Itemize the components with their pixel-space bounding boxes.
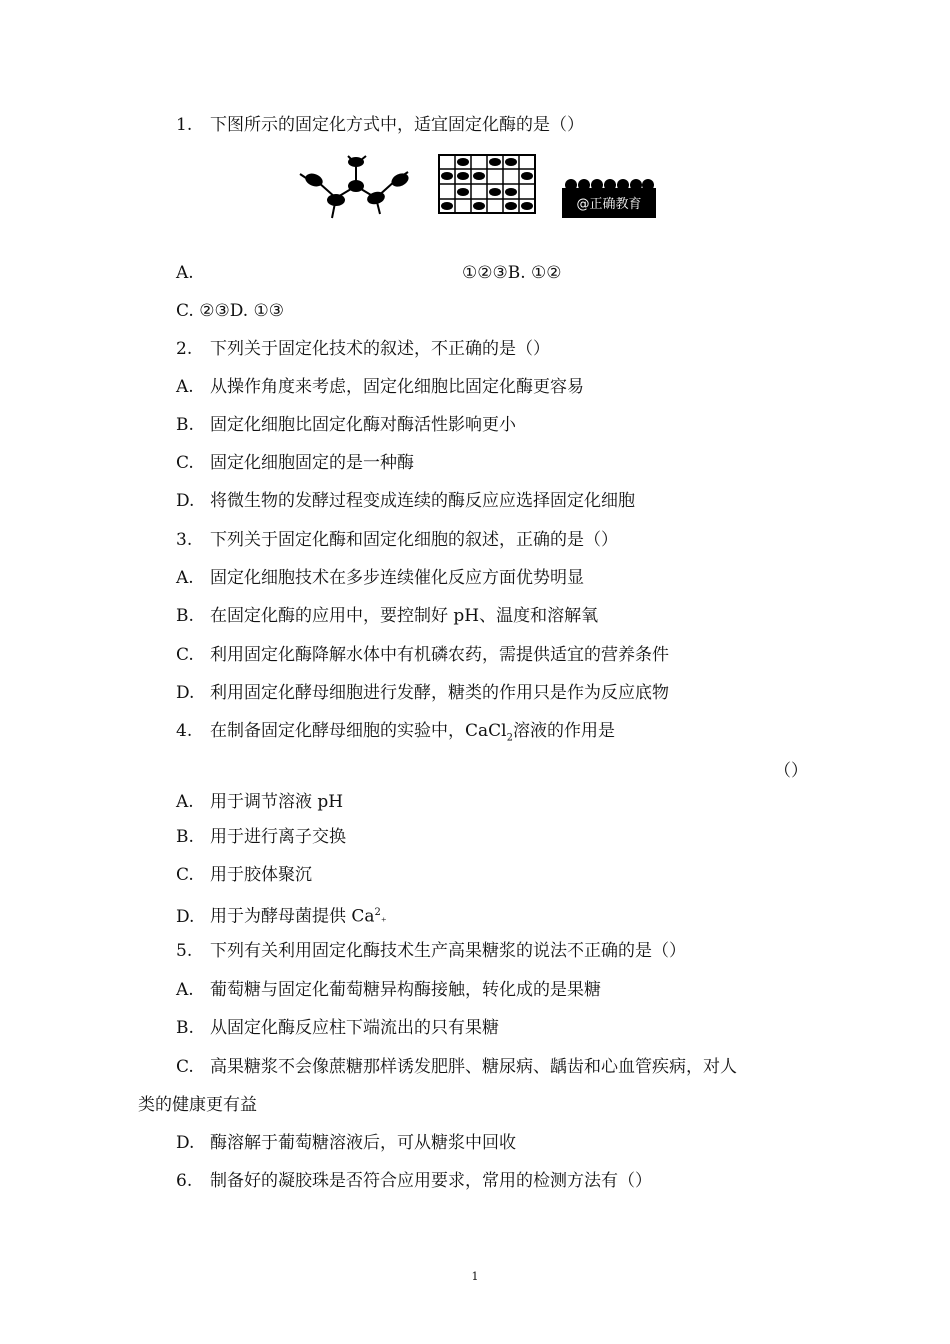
q5-option-c bbox=[176, 1056, 737, 1078]
option-suffix: ₊ bbox=[380, 911, 387, 925]
q1-option-a bbox=[176, 262, 194, 284]
q1-option-a-b-text: ①②③B. ①② bbox=[462, 263, 562, 283]
q3-number: 3. bbox=[176, 530, 193, 550]
figure-watermark: @正确教育 bbox=[576, 197, 642, 212]
option-text: 利用固定化酶降解水体中有机磷农药，需提供适宜的营养条件 bbox=[210, 645, 669, 665]
figure-adsorption-carrier bbox=[562, 172, 656, 218]
option-label: A. bbox=[176, 980, 194, 1000]
page-number: 1 bbox=[471, 1270, 479, 1283]
q6-stem-text: 制备好的凝胶珠是否符合应用要求，常用的检测方法有（） bbox=[210, 1171, 652, 1191]
q6-number: 6. bbox=[176, 1171, 193, 1191]
q1-number: 1. bbox=[176, 115, 193, 135]
option-label: B. bbox=[176, 827, 194, 847]
option-label: C. bbox=[176, 453, 194, 473]
q3-option-a bbox=[176, 567, 584, 589]
q3-stem bbox=[176, 529, 618, 551]
option-text: 用于为酵母菌提供 Ca bbox=[210, 906, 375, 927]
q2-number: 2. bbox=[176, 339, 193, 359]
q1-stem bbox=[176, 114, 584, 136]
option-superscript: 2 bbox=[374, 907, 381, 918]
option-label: D. bbox=[176, 491, 195, 511]
option-text: 葡萄糖与固定化葡萄糖异构酶接触，转化成的是果糖 bbox=[210, 980, 601, 1000]
q4-option-a bbox=[176, 791, 343, 813]
q5-stem-text: 下列有关利用固定化酶技术生产高果糖浆的说法不正确的是（） bbox=[210, 941, 686, 961]
option-label: D. bbox=[176, 906, 195, 927]
option-label: B. bbox=[176, 1018, 194, 1038]
q2-option-b bbox=[176, 414, 516, 436]
option-text: 从固定化酶反应柱下端流出的只有果糖 bbox=[210, 1018, 499, 1038]
q6-stem bbox=[176, 1170, 652, 1192]
q4-option-c bbox=[176, 864, 312, 886]
q4-stem-subscript: 2 bbox=[506, 732, 513, 744]
option-text: 用于进行离子交换 bbox=[210, 827, 346, 847]
q2-option-a bbox=[176, 376, 584, 398]
q3-option-d bbox=[176, 682, 669, 704]
q4-answer-paren: （） bbox=[774, 761, 808, 781]
q4-number: 4. bbox=[176, 721, 193, 741]
option-label: C. bbox=[176, 865, 194, 885]
q5-option-a bbox=[176, 979, 601, 1001]
q4-stem-text-b: 溶液的作用是 bbox=[512, 721, 615, 741]
option-text: 利用固定化酵母细胞进行发酵，糖类的作用只是作为反应底物 bbox=[210, 683, 669, 703]
q1-option-c-d: C. ②③D. ①③ bbox=[176, 301, 285, 321]
q4-option-b bbox=[176, 826, 346, 848]
q1-figures bbox=[296, 148, 666, 228]
q2-stem bbox=[176, 338, 550, 360]
option-text: 在固定化酶的应用中，要控制好 pH、温度和溶解氧 bbox=[210, 606, 599, 626]
q5-option-b bbox=[176, 1017, 499, 1039]
option-text: 酶溶解于葡萄糖溶液后，可从糖浆中回收 bbox=[210, 1133, 516, 1153]
option-text: 用于调节溶液 pH bbox=[210, 792, 344, 812]
q4-stem bbox=[176, 720, 615, 749]
option-text: 固定化细胞比固定化酶对酶活性影响更小 bbox=[210, 415, 516, 435]
option-label: C. bbox=[176, 645, 194, 665]
q5-option-d bbox=[176, 1132, 516, 1154]
q3-option-c bbox=[176, 644, 669, 666]
q4-stem-text-a: 在制备固定化酵母细胞的实验中，CaCl bbox=[210, 721, 507, 741]
q2-option-d bbox=[176, 490, 635, 512]
option-label: C. bbox=[176, 1057, 194, 1077]
q3-option-b bbox=[176, 605, 598, 627]
option-label: B. bbox=[176, 606, 194, 626]
q1-option-a-label: A. bbox=[176, 263, 194, 283]
option-text: 从操作角度来考虑，固定化细胞比固定化酶更容易 bbox=[210, 377, 584, 397]
q1-stem-text: 下图所示的固定化方式中，适宜固定化酶的是（） bbox=[210, 115, 584, 135]
option-text: 用于胶体聚沉 bbox=[210, 865, 312, 885]
option-text: 将微生物的发酵过程变成连续的酶反应应选择固定化细胞 bbox=[210, 491, 635, 511]
q5-number: 5. bbox=[176, 941, 193, 961]
option-label: B. bbox=[176, 415, 194, 435]
figure-covalent-binding bbox=[296, 150, 420, 226]
q2-option-c bbox=[176, 452, 414, 474]
option-label: A. bbox=[176, 377, 194, 397]
figure-embedding-grid bbox=[438, 154, 536, 214]
q4-option-d bbox=[176, 902, 387, 930]
option-label: A. bbox=[176, 792, 194, 812]
option-text: 固定化细胞技术在多步连续催化反应方面优势明显 bbox=[210, 568, 584, 588]
q2-stem-text: 下列关于固定化技术的叙述，不正确的是（） bbox=[210, 339, 550, 359]
q5-option-c-continued: 类的健康更有益 bbox=[138, 1095, 257, 1115]
option-text: 高果糖浆不会像蔗糖那样诱发肥胖、糖尿病、龋齿和心血管疾病，对人 bbox=[210, 1057, 737, 1077]
q3-stem-text: 下列关于固定化酶和固定化细胞的叙述，正确的是（） bbox=[210, 530, 618, 550]
option-label: D. bbox=[176, 683, 195, 703]
option-label: D. bbox=[176, 1133, 195, 1153]
option-label: A. bbox=[176, 568, 194, 588]
option-text: 固定化细胞固定的是一种酶 bbox=[210, 453, 414, 473]
q5-stem bbox=[176, 940, 686, 962]
